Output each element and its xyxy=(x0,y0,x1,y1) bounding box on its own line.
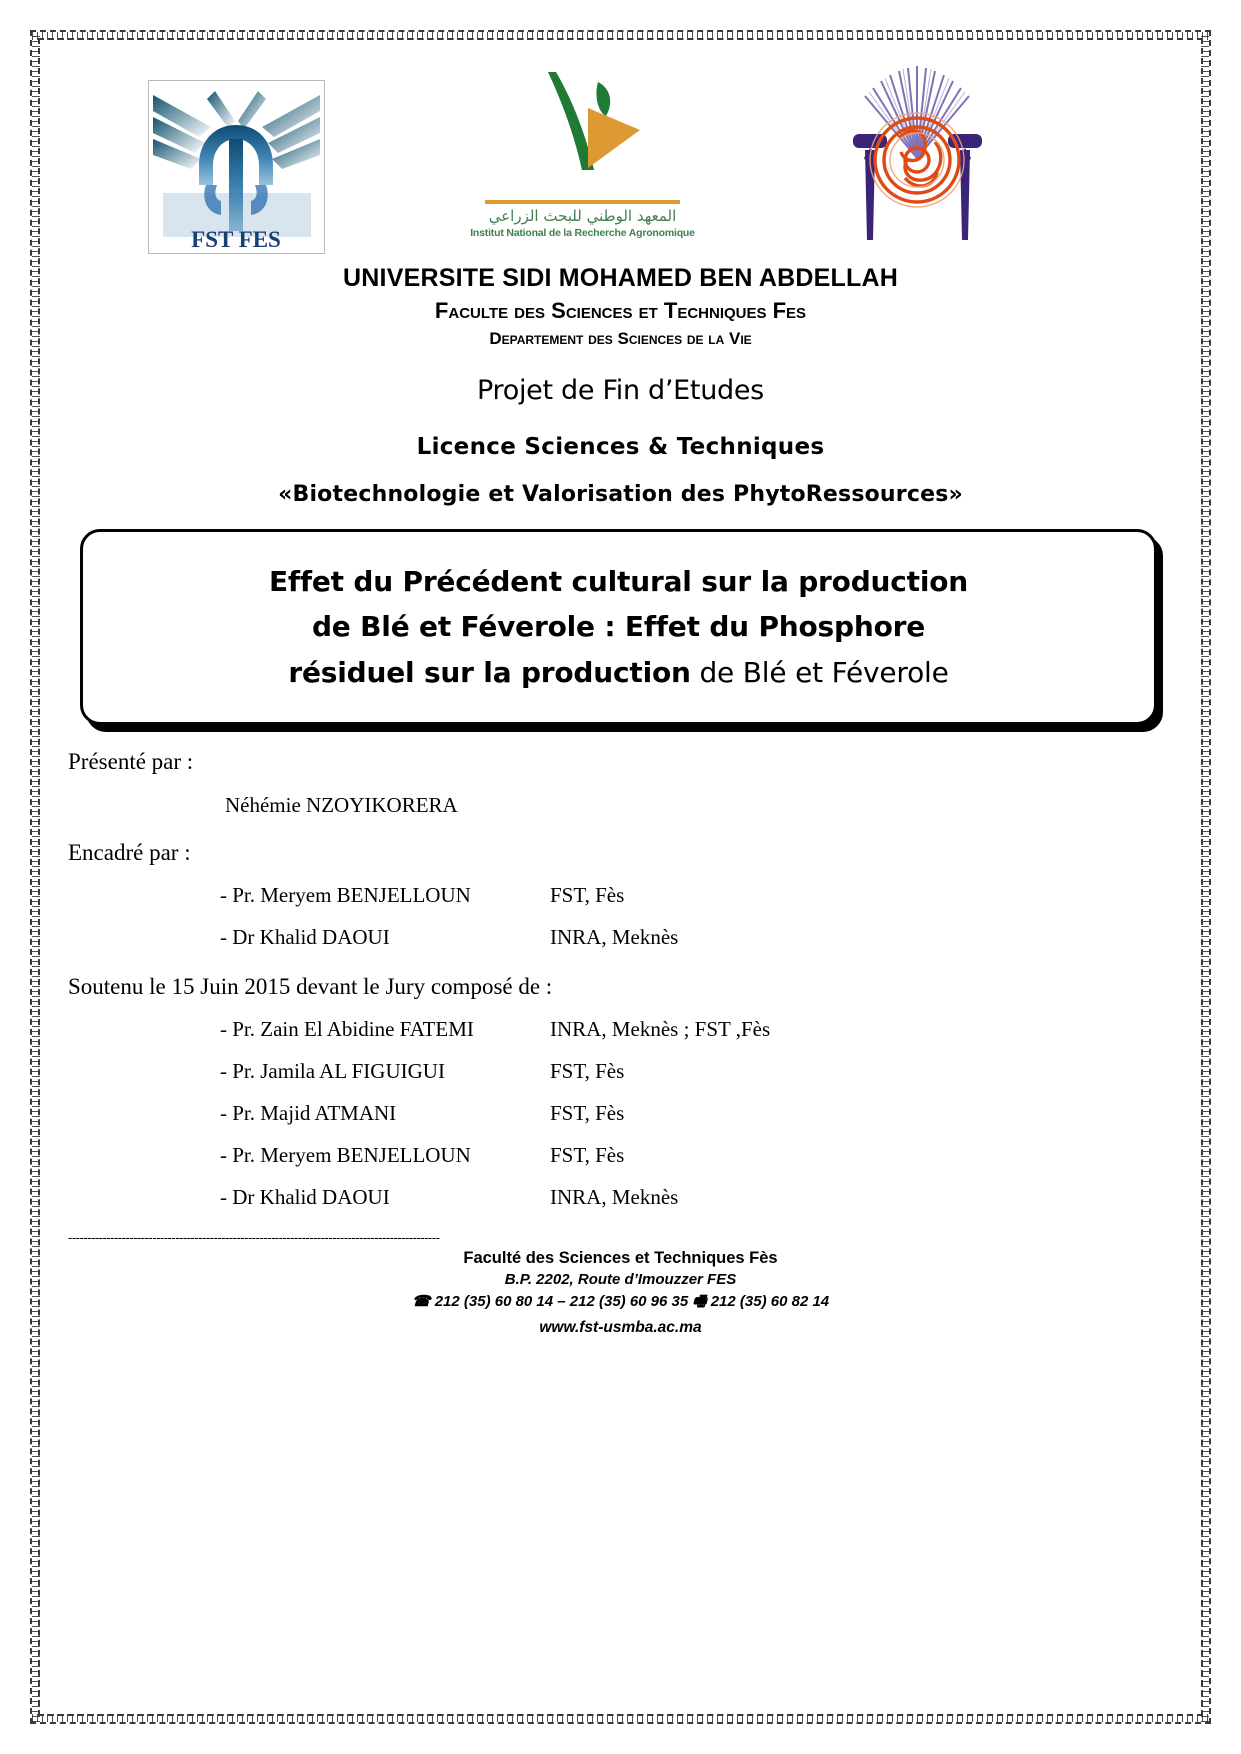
footer-website: www.fst-usmba.ac.ma xyxy=(539,1319,702,1336)
faculty-name: Faculte des Sciences et Techniques Fes xyxy=(434,298,807,323)
jury-member-affiliation: FST, Fès xyxy=(550,1143,625,1167)
inra-french-name: Institut National de la Recherche Agronomique xyxy=(470,227,695,239)
footer-address: B.P. 2202, Route d’Imouzzer FES xyxy=(504,1271,737,1288)
department-name: Departement des Sciences de la Vie xyxy=(489,329,752,348)
page-footer xyxy=(60,1230,1181,1337)
footer-divider: ------------------------------------------------------------------------------------------------- xyxy=(68,1230,440,1245)
thesis-title xyxy=(243,559,994,695)
fst-fes-logo-caption: FST FES xyxy=(191,227,281,252)
supervisor-affiliation: FST, Fès xyxy=(550,883,625,907)
supervised-by-label: Encadré par : xyxy=(68,840,191,865)
university-seal-graphic xyxy=(835,60,1000,255)
thesis-title-box xyxy=(80,529,1161,729)
jury-member-name: - Pr. Jamila AL FIGUIGUI xyxy=(220,1059,445,1083)
jury-row xyxy=(220,1059,1181,1084)
inra-arabic-name: المعهد الوطني للبحث الزراعي xyxy=(488,207,677,225)
supervisor-row xyxy=(220,883,1181,908)
jury-member-affiliation: INRA, Meknès ; FST ,Fès xyxy=(550,1017,771,1041)
jury-member-affiliation: INRA, Meknès xyxy=(550,1185,679,1209)
jury-member-name: - Dr Khalid DAOUI xyxy=(220,1185,390,1209)
jury-member-name: - Pr. Meryem BENJELLOUN xyxy=(220,1143,471,1167)
inra-logo-graphic xyxy=(470,62,695,194)
author-name: Néhémie NZOYIKORERA xyxy=(225,793,458,817)
defense-label: Soutenu le 15 Juin 2015 devant le Jury composé de : xyxy=(68,974,553,999)
logo-row xyxy=(60,52,1181,262)
program-name: «Biotechnologie et Valorisation des PhytoRessources» xyxy=(278,482,963,507)
thesis-title-line3-regular: de Blé et Féverole xyxy=(690,655,949,689)
jury-row xyxy=(220,1143,1181,1168)
inra-logo-rule xyxy=(485,200,680,204)
supervisor-affiliation: INRA, Meknès xyxy=(550,925,679,949)
jury-member-affiliation: FST, Fès xyxy=(550,1101,625,1125)
university-heading xyxy=(60,264,1181,349)
jury-member-name: - Pr. Zain El Abidine FATEMI xyxy=(220,1017,474,1041)
supervisor-row xyxy=(220,925,1181,950)
fst-fes-logo xyxy=(148,80,325,254)
university-seal-logo xyxy=(835,60,1000,255)
thesis-title-box-frame xyxy=(80,529,1157,725)
supervisor-name: - Pr. Meryem BENJELLOUN xyxy=(220,883,471,907)
jury-row xyxy=(220,1185,1181,1210)
supervisor-name: - Dr Khalid DAOUI xyxy=(220,925,390,949)
page-content xyxy=(60,52,1181,1337)
project-kind: Projet de Fin d’Etudes xyxy=(477,375,764,406)
thesis-title-line3-bold: résiduel sur la production xyxy=(288,655,691,689)
jury-member-affiliation: FST, Fès xyxy=(550,1059,625,1083)
university-name: UNIVERSITE SIDI MOHAMED BEN ABDELLAH xyxy=(343,264,898,292)
fst-fes-logo-graphic xyxy=(149,81,324,253)
jury-member-name: - Pr. Majid ATMANI xyxy=(220,1101,397,1125)
degree-name: Licence Sciences & Techniques xyxy=(416,434,825,460)
presented-by-label: Présenté par : xyxy=(68,749,194,774)
thesis-details xyxy=(60,749,1181,1210)
footer-institution: Faculté des Sciences et Techniques Fès xyxy=(463,1249,778,1267)
jury-row xyxy=(220,1017,1181,1042)
footer-contact: ☎ 212 (35) 60 80 14 – 212 (35) 60 96 35 🖷 212 (35) 60 82 14 xyxy=(411,1293,830,1310)
thesis-title-line1: Effet du Précédent cultural sur la production xyxy=(268,564,969,598)
thesis-title-line2: de Blé et Féverole : Effet du Phosphore xyxy=(311,610,926,644)
jury-row xyxy=(220,1101,1181,1126)
inra-logo xyxy=(470,62,695,252)
